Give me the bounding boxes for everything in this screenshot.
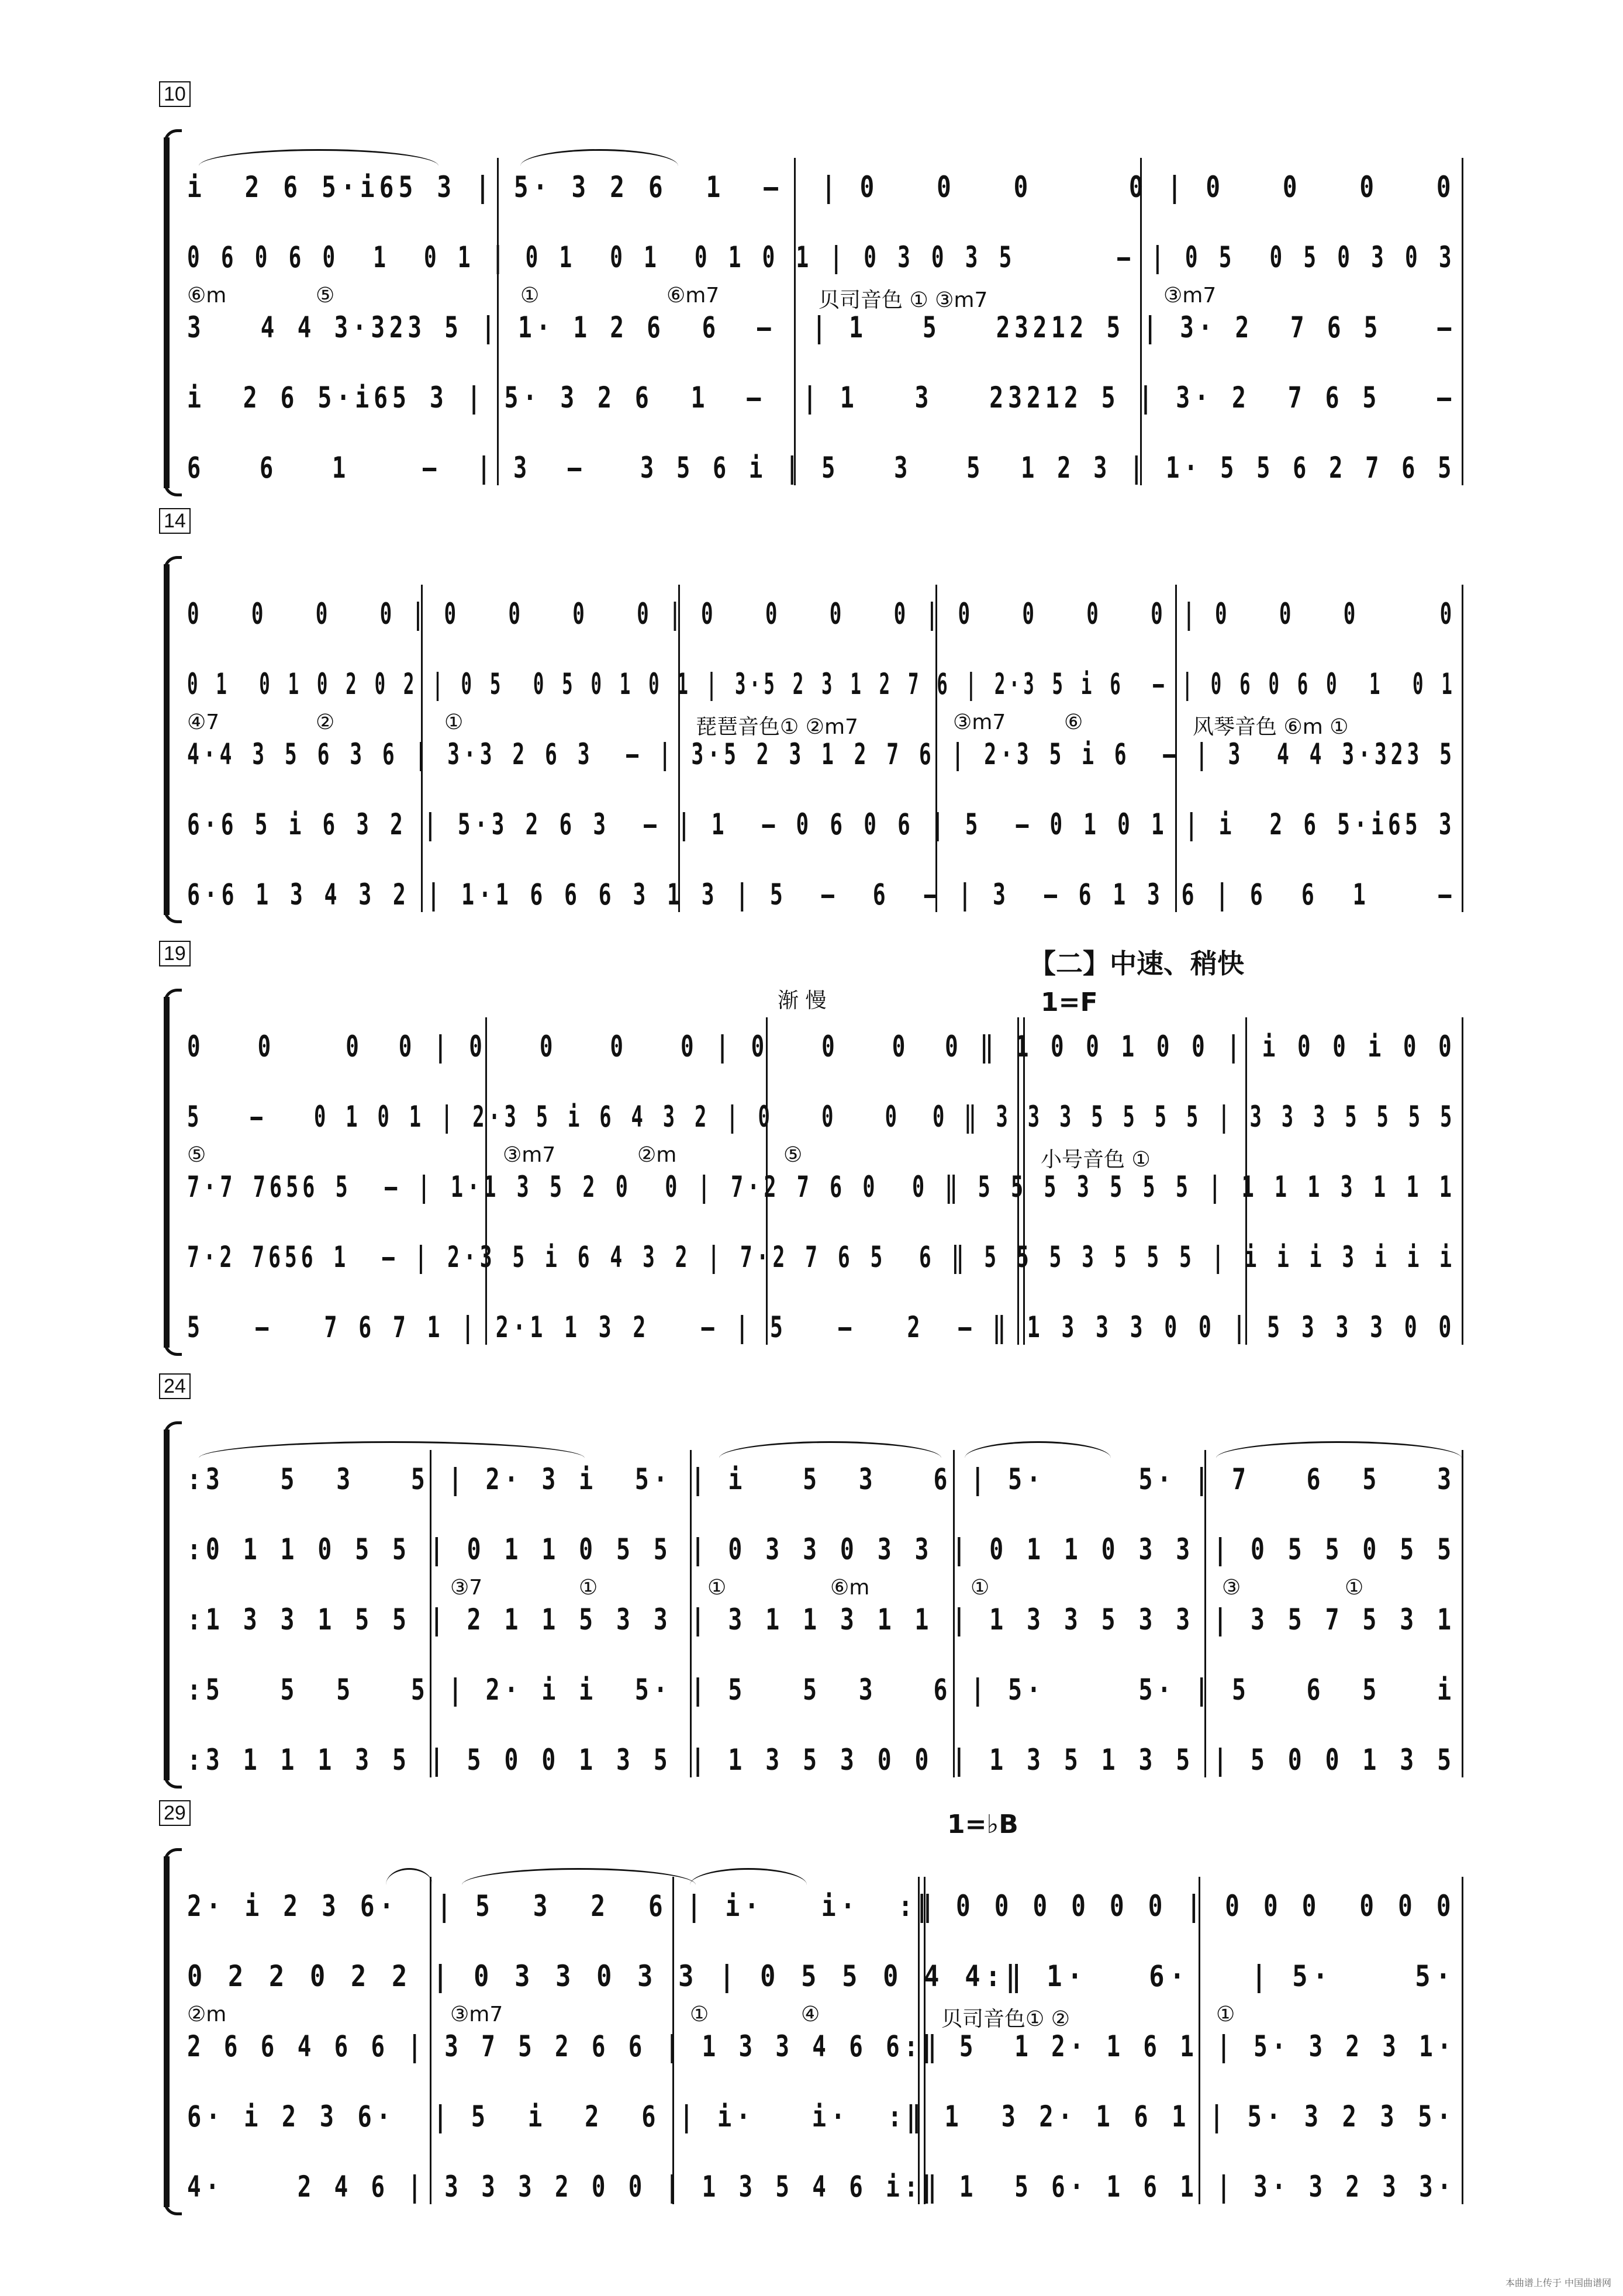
score-system-1 (164, 83, 1467, 512)
chord-annotation: ⑥ (1064, 710, 1083, 734)
chord-annotation: ⑥m7 (667, 284, 720, 308)
notes: 2· i 2 3 6· | 5 3 2 6 | i· i· :‖ 0 0 0 0 0 0 | 0 0 0 0 0 0 (187, 1889, 1456, 1923)
staff-row (187, 2169, 1467, 2216)
staff-row (187, 1888, 1467, 1935)
notes: :5 5 5 5 | 2· i i 5· | 5 5 3 6 | 5· 5· | 5 6 5 i (187, 1673, 1456, 1707)
chord-annotation: ① (1216, 2002, 1235, 2026)
notes: 0 0 0 0 | 0 0 0 0 | 0 0 0 0 | 0 0 0 0 | 0 0 0 0 (187, 597, 1456, 631)
staff-row (187, 1099, 1467, 1146)
notes: :1 3 3 1 5 5 | 2 1 1 5 3 3 | 3 1 1 3 1 1 | 1 3 3 5 3 3 | 3 5 7 5 3 1 (187, 1603, 1456, 1636)
chord-annotation: 贝司音色① ② (941, 2007, 1070, 2031)
notes: :3 1 1 1 3 5 | 5 0 0 1 3 5 | 1 3 5 3 0 0 | 1 3 5 1 3 5 | 5 0 0 1 3 5 (187, 1743, 1456, 1777)
slur (520, 149, 678, 166)
measure-number: 24 (159, 1373, 191, 1399)
chord-annotation: ③m7 (953, 710, 1006, 734)
notes: 0 2 2 0 2 2 | 0 3 3 0 3 3 | 0 5 5 0 4 4:‖ 1· 6· | 5· 5· (187, 1959, 1456, 1993)
chord-annotation: ⑤ (316, 284, 335, 308)
chord-annotation: ②m (637, 1143, 677, 1167)
measure-number: 10 (159, 81, 191, 107)
tempo-marking: 【二】中速、稍快 (1029, 948, 1244, 979)
slur (719, 1441, 941, 1458)
watermark-footer: 本曲谱上传于 中国曲谱网 (1505, 2277, 1611, 2288)
staff-row (187, 807, 1467, 854)
slur (199, 149, 438, 166)
chord-annotation: ① (971, 1576, 990, 1600)
chord-annotation: ③m7 (503, 1143, 556, 1167)
notes: 6 6 1 – | 3 – 3 5 6 i | 5 3 5 1 2 3 | 1· 5 5 6 2 7 6 5 (187, 451, 1456, 485)
chord-annotation: 贝司音色 ① ③m7 (819, 288, 988, 312)
chord-annotation: ③m7 (450, 2002, 503, 2026)
staff-row (187, 1959, 1467, 2005)
staff-row (187, 737, 1467, 783)
slur (1216, 1441, 1462, 1458)
staff-row (187, 1602, 1467, 1649)
chord-annotation: ⑤ (187, 1143, 206, 1167)
staff-row (187, 310, 1467, 357)
notes: 4· 2 4 6 | 3 3 3 2 0 0 | 1 3 5 4 6 i:‖ 1 5 6· 1 6 1 | 3· 3 2 3 3· (187, 2170, 1456, 2204)
system-brace (164, 1430, 178, 1780)
staff-row (187, 667, 1467, 713)
chord-annotation: ① (520, 284, 540, 308)
chord-annotation: ③m7 (1163, 284, 1217, 308)
notes: 6·6 5 i 6 3 2 | 5·3 2 6 3 – | 1 – 0 6 0 6 | 5 – 0 1 0 1 | i 2 6 5·i65 3 (187, 807, 1456, 841)
chord-annotation: ②m (187, 2002, 227, 2026)
staff-row (187, 240, 1467, 286)
system-brace (164, 1856, 178, 2207)
chord-annotation: ③7 (450, 1576, 483, 1600)
slur (690, 1868, 807, 1885)
system-brace (164, 137, 178, 488)
notes: 0 0 0 0 | 0 0 0 0 | 0 0 0 0 ‖ 1 0 0 1 0 0 | i 0 0 i 0 0 (187, 1030, 1456, 1064)
staff-row (187, 380, 1467, 427)
key-signature: 1=F (1041, 988, 1098, 1017)
chord-annotation: 小号音色 ① (1041, 1148, 1151, 1172)
chord-annotation: ⑤ (783, 1143, 803, 1167)
notes: 5 – 7 6 7 1 | 2·1 1 3 2 – | 5 – 2 – ‖ 1 3 3 3 0 0 | 5 3 3 3 0 0 (187, 1310, 1456, 1344)
score-system-5 (164, 1802, 1467, 2231)
chord-annotation: ③ (1222, 1576, 1241, 1600)
chord-annotation: ⑥m (830, 1576, 870, 1600)
chord-annotation: ② (316, 710, 335, 734)
score-system-2 (164, 510, 1467, 938)
staff-row (187, 1462, 1467, 1508)
notes: 3 4 4 3·323 5 | 1· 1 2 6 6 – | 1 5 23212 5 | 3· 2 7 6 5 – (187, 310, 1456, 344)
notes: 0 1 0 1 0 2 0 2 | 0 5 0 5 0 1 0 1 | 3·5 2 3 1 2 7 6 | 2·3 5 i 6 – | 0 6 0 6 0 1 0 1 (187, 667, 1456, 701)
notes: 5 – 0 1 0 1 | 2·3 5 i 6 4 3 2 | 0 0 0 0 ‖ 3 3 3 5 5 5 5 | 3 3 3 5 5 5 5 (187, 1100, 1456, 1134)
staff-row (187, 2029, 1467, 2076)
chord-annotation: ④ (801, 2002, 820, 2026)
notes: :0 1 1 0 5 5 | 0 1 1 0 5 5 | 0 3 3 0 3 3 | 0 1 1 0 3 3 | 0 5 5 0 5 5 (187, 1532, 1456, 1566)
slur (386, 1868, 433, 1885)
score-system-4 (164, 1375, 1467, 1804)
slur (462, 1868, 696, 1885)
system-brace (164, 564, 178, 915)
staff-row (187, 1742, 1467, 1789)
chord-annotation: ⑥m (187, 284, 227, 308)
slur (199, 1441, 585, 1458)
notes: 6· i 2 3 6· | 5 i 2 6 | i· i· :‖ 1 3 2· 1 6 1 | 5· 3 2 3 5· (187, 2100, 1456, 2133)
staff-row (187, 1169, 1467, 1216)
chord-annotation: ① (579, 1576, 598, 1600)
notes: 6·6 1 3 4 3 2 | 1·1 6 6 6 3 1 3 | 5 – 6 – | 3 – 6 1 3 6 | 6 6 1 – (187, 878, 1456, 912)
key-signature: 1=♭B (947, 1810, 1018, 1839)
notes: 7·2 7656 1 – | 2·3 5 i 6 4 3 2 | 7·2 7 6 5 6 ‖ 5 5 5 3 5 5 5 | i i i 3 i i i (187, 1240, 1456, 1274)
chord-annotation: 琵琶音色① ②m7 (696, 715, 858, 739)
measure-number: 29 (159, 1800, 191, 1826)
staff-row (187, 1029, 1467, 1076)
direction-marking: 渐 慢 (778, 989, 827, 1013)
notes: 4·4 3 5 6 3 6 | 3·3 2 6 3 – | 3·5 2 3 1 2 7 6 | 2·3 5 i 6 – | 3 4 4 3·323 5 (187, 737, 1456, 771)
chord-annotation: ④7 (187, 710, 220, 734)
chord-annotation: ① (690, 2002, 709, 2026)
staff-row (187, 596, 1467, 643)
notes: :3 5 3 5 | 2· 3 i 5· | i 5 3 6 | 5· 5· | 7 6 5 3 (187, 1462, 1456, 1496)
staff-row (187, 450, 1467, 497)
staff-row (187, 1532, 1467, 1579)
staff-row (187, 877, 1467, 924)
staff-row (187, 1240, 1467, 1286)
chord-annotation: ① (1345, 1576, 1364, 1600)
system-brace (164, 997, 178, 1348)
staff-row (187, 170, 1467, 216)
notes: i 2 6 5·i65 3 | 5· 3 2 6 1 – | 1 3 23212 5 | 3· 2 7 6 5 – (187, 381, 1456, 415)
chord-annotation: 风琴音色 ⑥m ① (1193, 715, 1349, 739)
staff-row (187, 1310, 1467, 1356)
staff-row (187, 1672, 1467, 1719)
notes: 7·7 7656 5 – | 1·1 3 5 2 0 0 | 7·2 7 6 0 0 ‖ 5 5 5 3 5 5 5 | 1 1 1 3 1 1 1 (187, 1170, 1456, 1204)
slur (965, 1441, 1111, 1458)
measure-number: 14 (159, 508, 191, 534)
measure-number: 19 (159, 941, 191, 966)
chord-annotation: ① (444, 710, 464, 734)
notes: 2 6 6 4 6 6 | 3 7 5 2 6 6 | 1 3 3 4 6 6:‖ 5 1 2· 1 6 1 | 5· 3 2 3 1· (187, 2029, 1456, 2063)
chord-annotation: ① (707, 1576, 727, 1600)
notes: 0 6 0 6 0 1 0 1 | 0 1 0 1 0 1 0 1 | 0 3 0 3 5 – | 0 5 0 5 0 3 0 3 (187, 240, 1456, 274)
notes: i 2 6 5·i65 3 | 5· 3 2 6 1 – | 0 0 0 0 | 0 0 0 0 (187, 170, 1456, 204)
staff-row (187, 2099, 1467, 2146)
